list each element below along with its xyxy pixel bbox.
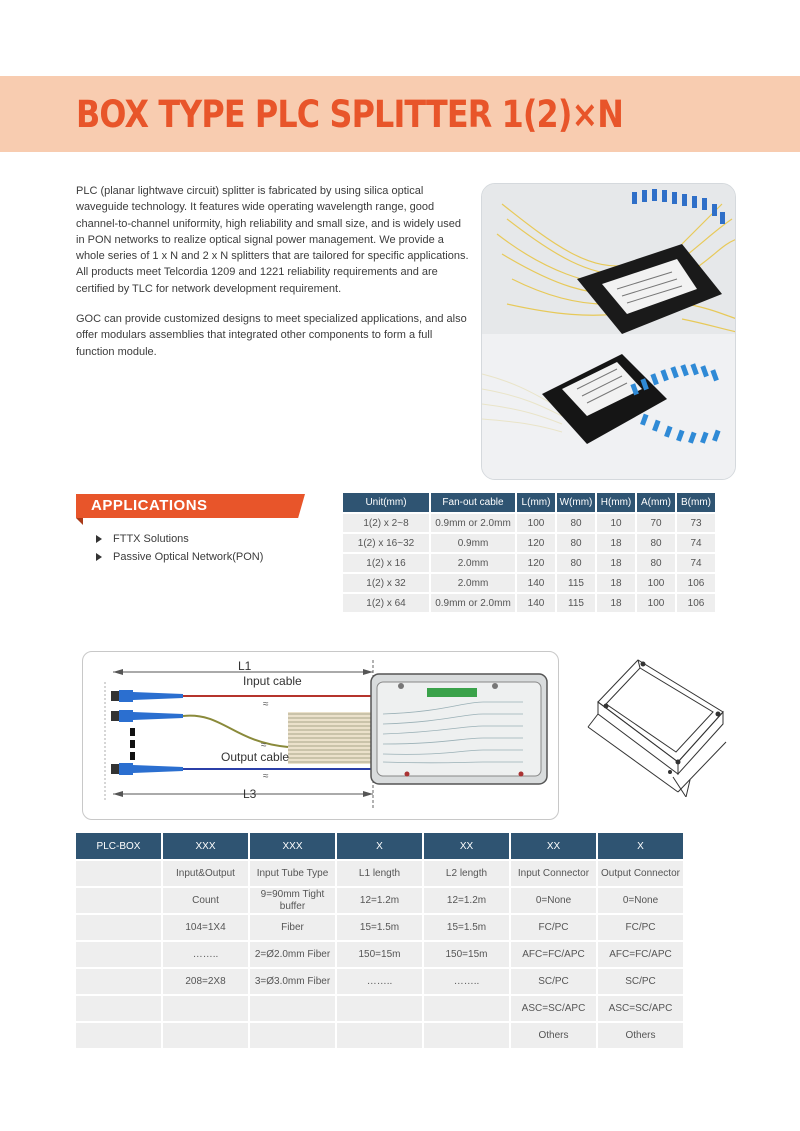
table-row	[76, 969, 683, 994]
output-cable-label: Output cable	[221, 750, 290, 764]
table-cell: 104=1X4	[163, 915, 248, 940]
intro-paragraph: PLC (planar lightwave circuit) splitter is fabricated by using silica optical waveguide technology. It features wide operating wavelength range, good channel-to-channel uniformity, high reliability and small size, and is widely used in PON networks to realize optical signal power management. We provide a whole series of 1 x N and 2 x N splitters that are tailored for specific applications. All products meet Telcordia 1209 and 1221 reliability requirements and are certified by TLC for network development requirement.	[76, 185, 469, 295]
ordering-code-table	[74, 831, 685, 1050]
l1-label: L1	[238, 659, 252, 673]
column-header: W(mm)	[557, 493, 595, 512]
table-cell: Input&Output	[163, 861, 248, 886]
intro-paragraph: GOC can provide customized designs to meet specialized applications, and also offer modulars assemblies that integrated other components to form a full function module.	[76, 313, 467, 358]
table-cell: Others	[511, 1023, 596, 1048]
dimension-table	[341, 491, 717, 614]
table-cell: 80	[557, 534, 595, 552]
table-cell: L1 length	[337, 861, 422, 886]
table-cell: 80	[637, 554, 675, 572]
l3-label: L3	[243, 787, 257, 801]
table-cell: Output Connector	[598, 861, 683, 886]
table-cell: 140	[517, 594, 555, 612]
table-cell: 106	[677, 574, 715, 592]
table-cell: 100	[637, 574, 675, 592]
table-cell	[76, 1023, 161, 1048]
table-cell	[76, 861, 161, 886]
table-cell	[424, 1023, 509, 1048]
table-cell: Others	[598, 1023, 683, 1048]
table-cell: 70	[637, 514, 675, 532]
table-cell: 1(2) x 16	[343, 554, 429, 572]
table-row	[343, 534, 715, 552]
table-cell: 2.0mm	[431, 574, 515, 592]
column-header: XX	[511, 833, 596, 859]
table-row	[343, 594, 715, 612]
table-cell: AFC=FC/APC	[511, 942, 596, 967]
table-cell: 115	[557, 594, 595, 612]
table-cell: ASC=SC/APC	[511, 996, 596, 1021]
splitter-diagram	[82, 651, 559, 820]
table-cell	[250, 1023, 335, 1048]
bullet-arrow-icon	[96, 553, 102, 561]
table-row	[76, 915, 683, 940]
intro-text	[76, 183, 471, 360]
table-cell	[76, 969, 161, 994]
table-cell: 115	[557, 574, 595, 592]
column-header: Fan-out cable	[431, 493, 515, 512]
table-cell: 140	[517, 574, 555, 592]
table-cell: 80	[637, 534, 675, 552]
table-cell: 150=15m	[337, 942, 422, 967]
table-cell: 74	[677, 534, 715, 552]
table-cell: 18	[597, 594, 635, 612]
applications-tab-fold	[76, 518, 83, 525]
table-cell	[250, 996, 335, 1021]
column-header: X	[598, 833, 683, 859]
table-cell	[76, 942, 161, 967]
table-cell: 106	[677, 594, 715, 612]
table-row	[76, 1023, 683, 1048]
table-cell: 0.9mm	[431, 534, 515, 552]
bullet-arrow-icon	[96, 535, 102, 543]
column-header: PLC-BOX	[76, 833, 161, 859]
table-cell: 150=15m	[424, 942, 509, 967]
table-cell: 12=1.2m	[337, 888, 422, 913]
table-header-row	[76, 833, 683, 859]
column-header: X	[337, 833, 422, 859]
column-header: H(mm)	[597, 493, 635, 512]
table-cell: 2=Ø2.0mm Fiber	[250, 942, 335, 967]
table-row	[76, 942, 683, 967]
svg-text:≈: ≈	[263, 771, 269, 782]
table-cell: 10	[597, 514, 635, 532]
table-cell: ASC=SC/APC	[598, 996, 683, 1021]
table-cell: 18	[597, 554, 635, 572]
table-cell	[424, 996, 509, 1021]
table-cell: Count	[163, 888, 248, 913]
table-cell: 100	[637, 594, 675, 612]
table-cell: 12=1.2m	[424, 888, 509, 913]
box-outline-drawing	[578, 652, 728, 797]
table-cell: ……..	[163, 942, 248, 967]
table-row	[76, 861, 683, 886]
table-row	[343, 514, 715, 532]
table-header-row	[343, 493, 715, 512]
table-cell	[76, 888, 161, 913]
table-cell: 100	[517, 514, 555, 532]
table-cell: 80	[557, 554, 595, 572]
connector-icon	[111, 690, 183, 702]
table-cell: FC/PC	[598, 915, 683, 940]
table-cell: 1(2) x 2~8	[343, 514, 429, 532]
table-cell: 0=None	[511, 888, 596, 913]
list-item	[96, 530, 263, 548]
table-cell	[76, 915, 161, 940]
table-cell: 1(2) x 16~32	[343, 534, 429, 552]
table-cell: Input Tube Type	[250, 861, 335, 886]
table-cell: 15=1.5m	[424, 915, 509, 940]
table-cell: 73	[677, 514, 715, 532]
table-cell: 80	[557, 514, 595, 532]
table-cell: 18	[597, 574, 635, 592]
table-cell: 9=90mm Tight buffer	[250, 888, 335, 913]
column-header: L(mm)	[517, 493, 555, 512]
table-cell: 15=1.5m	[337, 915, 422, 940]
table-cell: 0=None	[598, 888, 683, 913]
table-row	[343, 574, 715, 592]
column-header: Unit(mm)	[343, 493, 429, 512]
table-cell: 120	[517, 534, 555, 552]
table-cell: SC/PC	[598, 969, 683, 994]
connector-icon	[111, 763, 183, 775]
table-row	[343, 554, 715, 572]
column-header: B(mm)	[677, 493, 715, 512]
application-label: Passive Optical Network(PON)	[113, 551, 264, 563]
table-cell: SC/PC	[511, 969, 596, 994]
table-cell	[337, 1023, 422, 1048]
table-cell: 0.9mm or 2.0mm	[431, 514, 515, 532]
table-cell: 2.0mm	[431, 554, 515, 572]
table-cell: 18	[597, 534, 635, 552]
connector-icon	[111, 710, 183, 722]
list-item	[96, 548, 263, 566]
application-label: FTTX Solutions	[113, 533, 189, 545]
table-cell	[163, 1023, 248, 1048]
applications-title: APPLICATIONS	[91, 497, 208, 514]
table-cell: 3=Ø3.0mm Fiber	[250, 969, 335, 994]
page-title: BOX TYPE PLC SPLITTER 1(2)×N	[76, 93, 624, 136]
table-cell: L2 length	[424, 861, 509, 886]
table-row	[76, 888, 683, 913]
table-cell	[337, 996, 422, 1021]
table-cell: ……..	[337, 969, 422, 994]
svg-text:≈: ≈	[261, 740, 267, 751]
applications-list	[96, 530, 263, 566]
input-cable-label: Input cable	[243, 674, 302, 688]
table-cell: ……..	[424, 969, 509, 994]
table-cell: 0.9mm or 2.0mm	[431, 594, 515, 612]
table-cell: 120	[517, 554, 555, 572]
table-cell: 74	[677, 554, 715, 572]
table-row	[76, 996, 683, 1021]
table-cell	[163, 996, 248, 1021]
column-header: XXX	[250, 833, 335, 859]
column-header: XX	[424, 833, 509, 859]
table-cell	[76, 996, 161, 1021]
table-cell: 1(2) x 64	[343, 594, 429, 612]
table-cell: FC/PC	[511, 915, 596, 940]
table-cell: AFC=FC/APC	[598, 942, 683, 967]
column-header: A(mm)	[637, 493, 675, 512]
table-cell: Input Connector	[511, 861, 596, 886]
table-cell: 1(2) x 32	[343, 574, 429, 592]
product-photo	[481, 183, 736, 480]
table-cell: 208=2X8	[163, 969, 248, 994]
column-header: XXX	[163, 833, 248, 859]
table-cell: Fiber	[250, 915, 335, 940]
svg-text:≈: ≈	[263, 699, 269, 710]
